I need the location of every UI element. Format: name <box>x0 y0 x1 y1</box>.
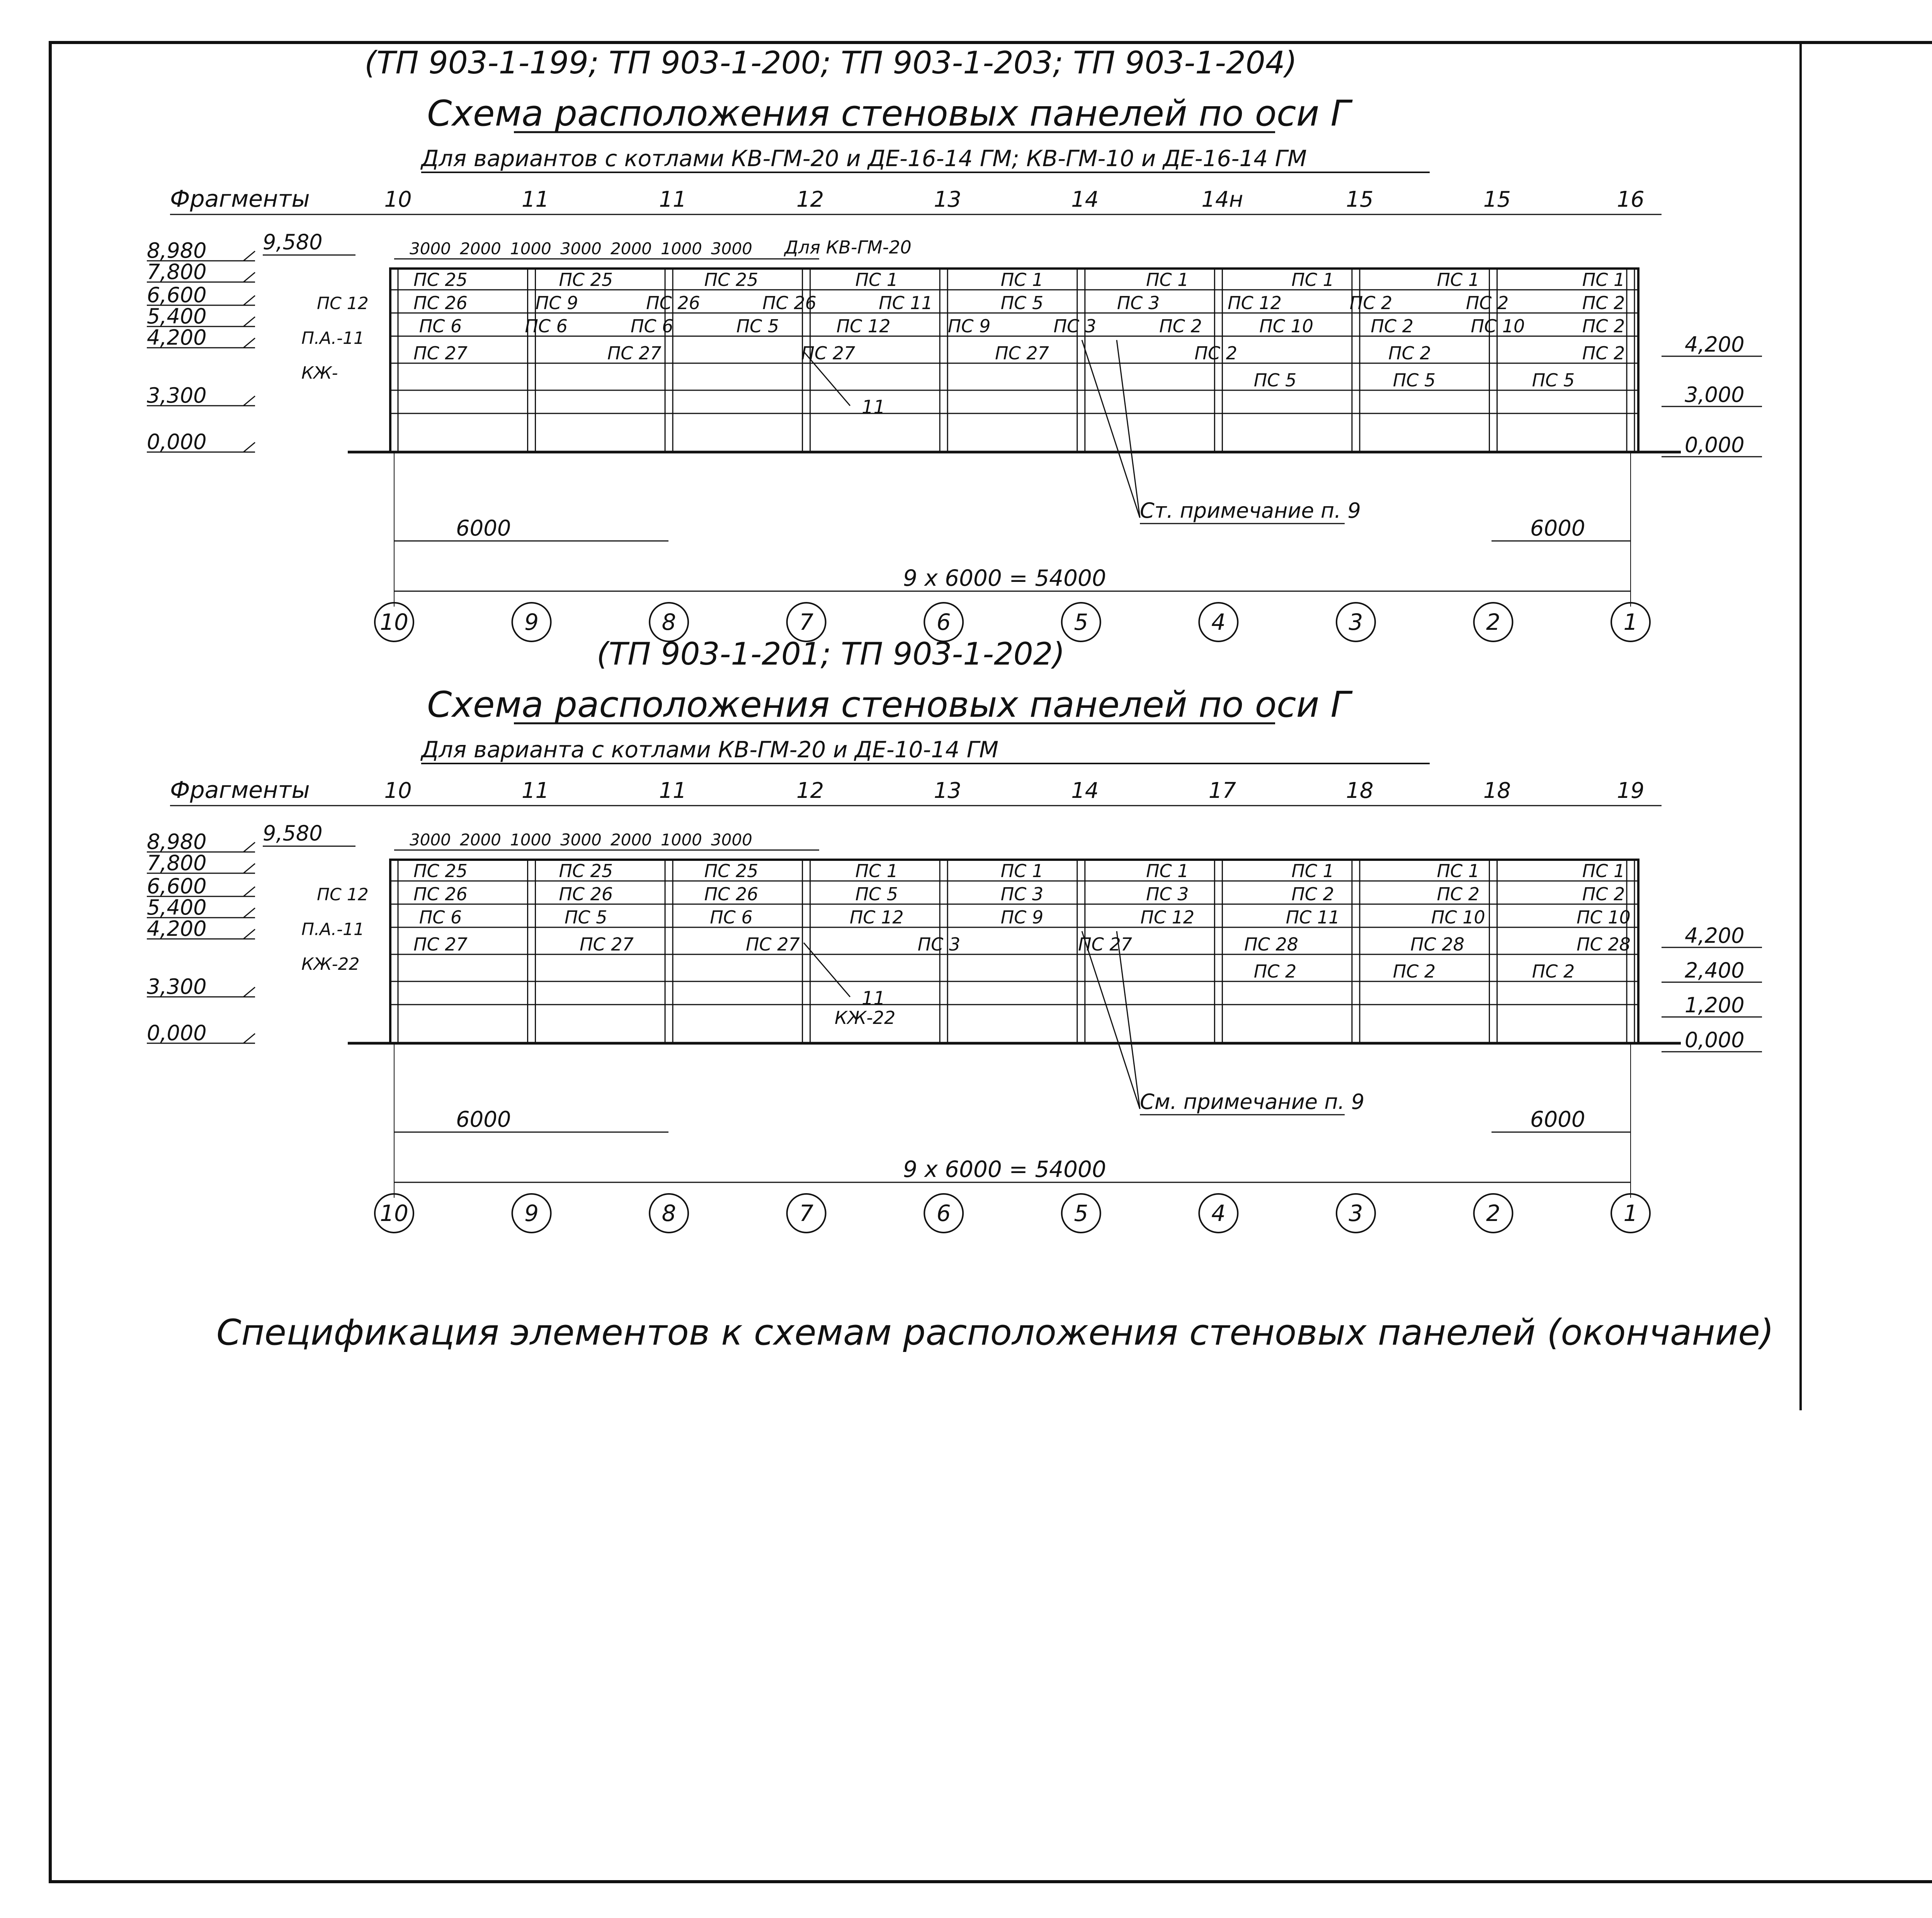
elevation-tick <box>243 338 255 348</box>
axis-label: 6 <box>936 1200 951 1226</box>
elevation-tick <box>243 908 255 918</box>
axis-label: 6 <box>936 609 951 635</box>
axis-label: 7 <box>799 609 814 635</box>
fragment-number: 15 <box>1346 187 1374 212</box>
top-dim-value: 3000 <box>560 239 602 258</box>
column <box>1077 269 1085 452</box>
panel-label-row3: ПС 5 <box>736 316 779 337</box>
panel-label-row3: ПС 10 <box>1577 907 1631 928</box>
axis-label: 9 <box>524 609 539 635</box>
panel-label-row5: ПС 2 <box>1393 961 1436 982</box>
panel-label-row1: ПС 25 <box>413 269 468 290</box>
elevation-tick <box>243 396 255 406</box>
panel-label-row3: ПС 10 <box>1259 316 1314 337</box>
elevation-mark: 8,980 <box>147 830 207 854</box>
panel-label-row4: ПС 28 <box>1410 934 1464 955</box>
axis-label: 1 <box>1623 609 1638 635</box>
elevation-mark: 5,400 <box>147 304 207 328</box>
right-elevation: 2,400 <box>1685 958 1745 983</box>
elevation-mark: 5,400 <box>147 895 207 920</box>
elevation-tick <box>243 929 255 939</box>
panel-label-row5: ПС 5 <box>1253 370 1297 391</box>
fragment-number: 14 <box>1071 187 1099 212</box>
panel-label-row2: ПС 26 <box>704 884 759 905</box>
drawing-2 <box>147 636 1762 1233</box>
panel-label-row3: ПС 10 <box>1471 316 1525 337</box>
panel-label-row3: ПС 3 <box>1053 316 1097 337</box>
top-dim-value: 1000 <box>661 830 702 849</box>
panel-label-row1: ПС 1 <box>855 269 898 290</box>
panel-label-row2: ПС 26 <box>413 884 468 905</box>
column <box>940 269 947 452</box>
panel-label-row2: ПС 2 <box>1466 292 1509 313</box>
panel-label-row3: ПС 6 <box>630 316 673 337</box>
drawing-subtitle: Для варианта с котлами КВ-ГМ-20 и ДЕ-10-14 ГМ <box>421 736 999 763</box>
panel-label-row4: ПС 2 <box>1194 343 1237 364</box>
elevation-tick <box>243 251 255 261</box>
top-dim-value: 1000 <box>661 239 702 258</box>
elevation-mark: 3,300 <box>147 974 207 999</box>
elevation-mark: 3,300 <box>147 383 207 408</box>
elevation-mark: 0,000 <box>147 430 207 454</box>
right-elevation: 1,200 <box>1685 993 1745 1017</box>
top-dim-value: 1000 <box>510 830 551 849</box>
axis-label: 3 <box>1349 609 1363 635</box>
elevation-tick <box>243 1034 255 1043</box>
panel-label-row3: ПС 6 <box>710 907 753 928</box>
fragment-number: 18 <box>1483 778 1511 803</box>
axis-label: 2 <box>1486 609 1500 635</box>
right-elevation: 0,000 <box>1685 433 1745 457</box>
axis-label: 8 <box>662 609 676 635</box>
fragment-number: 15 <box>1483 187 1511 212</box>
panel-label-row2: ПС 3 <box>1117 292 1160 313</box>
note-leader <box>1082 931 1140 1109</box>
axis-label: 4 <box>1211 609 1226 635</box>
right-elevation: 3,000 <box>1685 383 1745 407</box>
panel-label-row2: ПС 5 <box>1000 292 1044 313</box>
note-reference: Ст. примечание п. 9 <box>1140 498 1361 523</box>
column <box>528 860 536 1043</box>
panel-label-row2: ПС 2 <box>1291 884 1334 905</box>
fragment-number: 14н <box>1201 187 1243 212</box>
fragment-number: 12 <box>796 778 824 803</box>
panel-label-row1: ПС 1 <box>1437 269 1480 290</box>
dim-total: 9 х 6000 = 54000 <box>903 565 1106 591</box>
fragment-number: 19 <box>1617 778 1645 803</box>
panel-label-row3: ПС 6 <box>525 316 568 337</box>
top-dim-value: 1000 <box>510 239 551 258</box>
elevation-mark: 7,800 <box>147 851 207 875</box>
elevation-tick <box>243 296 255 305</box>
fragment-number: 13 <box>934 778 961 803</box>
panel-label-row3: ПС 2 <box>1159 316 1202 337</box>
drawing-subtitle: Для вариантов с котлами КВ-ГМ-20 и ДЕ-16-14 ГМ; КВ-ГМ-10 и ДЕ-16-14 ГМ <box>421 145 1307 172</box>
fragments-label: Фрагменты <box>170 185 310 213</box>
column <box>1214 860 1222 1043</box>
elevation-mark: 4,200 <box>147 325 207 350</box>
fragments-label: Фрагменты <box>170 777 310 804</box>
elevation-tick <box>243 887 255 896</box>
top-level-mark: 9,580 <box>263 230 323 254</box>
panel-label-row1: ПС 1 <box>1437 860 1480 881</box>
left-mark: П.А.-11 <box>301 920 365 939</box>
elevation-mark: 0,000 <box>147 1021 207 1045</box>
panel-label-row2: ПС 2 <box>1582 884 1625 905</box>
note-leader <box>1117 340 1140 518</box>
elevation-mark: 6,600 <box>147 874 207 898</box>
column <box>1489 860 1497 1043</box>
panel-label-row1: ПС 1 <box>1291 860 1334 881</box>
column <box>803 860 810 1043</box>
panel-label-row2: ПС 5 <box>855 884 898 905</box>
panel-label-row2: ПС 26 <box>762 292 816 313</box>
series-title: (ТП 903-1-199; ТП 903-1-200; ТП 903-1-203; ТП 903-1-204) <box>364 45 1297 81</box>
panel-label-row1: ПС 1 <box>1000 860 1044 881</box>
elevation-tick <box>243 842 255 852</box>
panel-label-row1: ПС 1 <box>1582 860 1625 881</box>
top-dim-value: 3000 <box>410 830 451 849</box>
top-dim-value: 3000 <box>711 830 752 849</box>
kv-note: Для КВ-ГМ-20 <box>784 237 912 258</box>
left-mark: ПС 12 <box>317 294 369 313</box>
top-dim-value: 2000 <box>611 830 652 849</box>
note-leader <box>1117 931 1140 1109</box>
top-dim-value: 3000 <box>711 239 752 258</box>
left-mark: ПС 12 <box>317 885 369 905</box>
panel-label-row2: ПС 2 <box>1349 292 1393 313</box>
top-dim-value: 3000 <box>560 830 602 849</box>
fragment-number: 18 <box>1346 778 1374 803</box>
elevation-tick <box>243 317 255 326</box>
elevation-tick <box>243 987 255 997</box>
panel-label-row1: ПС 25 <box>559 269 613 290</box>
panel-label-row4: ПС 27 <box>1078 934 1132 955</box>
panel-label-row4: ПС 27 <box>995 343 1049 364</box>
elevation-tick <box>243 272 255 282</box>
panel-label-row3: ПС 2 <box>1371 316 1414 337</box>
left-mark: КЖ- <box>301 363 338 383</box>
left-mark: П.А.-11 <box>301 328 365 348</box>
fragment-number: 13 <box>934 187 961 212</box>
axis-label: 10 <box>380 609 408 635</box>
leader-label: 11 <box>862 988 886 1009</box>
panel-label-row5: ПС 2 <box>1253 961 1297 982</box>
leader-label: 11 <box>862 396 886 418</box>
leader-kzh: КЖ-22 <box>835 1007 896 1028</box>
panel-label-row4: ПС 27 <box>580 934 634 955</box>
fragment-number: 11 <box>659 187 687 212</box>
panel-label-row2: ПС 9 <box>535 292 578 313</box>
panel-label-row2: ПС 12 <box>1228 292 1282 313</box>
panel-label-row1: ПС 25 <box>704 860 759 881</box>
panel-label-row4: ПС 27 <box>413 934 468 955</box>
column <box>665 860 673 1043</box>
column <box>528 269 536 452</box>
axis-label: 5 <box>1074 609 1088 635</box>
top-dim-value: 3000 <box>410 239 451 258</box>
panel-label-row3: ПС 6 <box>419 316 462 337</box>
panel-label-row3: ПС 9 <box>947 316 991 337</box>
right-elevation: 4,200 <box>1685 923 1745 948</box>
panel-label-row3: ПС 12 <box>836 316 891 337</box>
panel-label-row4: ПС 27 <box>801 343 855 364</box>
panel-label-row2: ПС 2 <box>1582 292 1625 313</box>
panel-label-row1: ПС 25 <box>704 269 759 290</box>
panel-label-row2: ПС 11 <box>879 292 933 313</box>
column <box>1627 269 1634 452</box>
panel-label-row1: ПС 1 <box>855 860 898 881</box>
elevation-mark: 8,980 <box>147 238 207 263</box>
fragment-number: 14 <box>1071 778 1099 803</box>
drawing-1 <box>147 45 1762 641</box>
note-leader <box>1082 340 1140 518</box>
top-dim-value: 2000 <box>460 239 501 258</box>
panel-label-row4: ПС 27 <box>746 934 800 955</box>
fragment-number: 10 <box>384 778 412 803</box>
panel-label-row5: ПС 5 <box>1393 370 1436 391</box>
column <box>1352 860 1360 1043</box>
panel-label-row4: ПС 2 <box>1582 343 1625 364</box>
panel-label-row5: ПС 5 <box>1532 370 1575 391</box>
top-level-mark: 9,580 <box>263 821 323 845</box>
elevation-tick <box>243 864 255 873</box>
elevation-tick <box>243 442 255 452</box>
left-mark: КЖ-22 <box>301 954 360 974</box>
elevation-mark: 7,800 <box>147 260 207 284</box>
panel-label-row3: ПС 10 <box>1431 907 1485 928</box>
panel-label-row1: ПС 25 <box>413 860 468 881</box>
right-elevation: 0,000 <box>1685 1028 1745 1052</box>
drawing-title: Схема расположения стеновых панелей по оси Г <box>427 684 1350 725</box>
axis-label: 2 <box>1486 1200 1500 1226</box>
panel-label-row2: ПС 26 <box>413 292 468 313</box>
panel-label-row1: ПС 25 <box>559 860 613 881</box>
dim-left: 6000 <box>456 1107 511 1132</box>
axis-label: 10 <box>380 1200 408 1226</box>
dim-left: 6000 <box>456 516 511 541</box>
panel-label-row3: ПС 2 <box>1582 316 1625 337</box>
panel-label-row1: ПС 1 <box>1582 269 1625 290</box>
dim-right: 6000 <box>1530 516 1585 541</box>
panel-label-row3: ПС 12 <box>1140 907 1195 928</box>
panel-label-row1: ПС 1 <box>1146 269 1189 290</box>
panel-label-row3: ПС 5 <box>564 907 607 928</box>
panel-label-row4: ПС 27 <box>413 343 468 364</box>
panel-label-row3: ПС 12 <box>849 907 904 928</box>
axis-label: 8 <box>662 1200 676 1226</box>
panel-label-row3: ПС 9 <box>1000 907 1044 928</box>
fragment-number: 17 <box>1208 778 1236 803</box>
panel-label-row2: ПС 3 <box>1146 884 1189 905</box>
drawing-title: Схема расположения стеновых панелей по оси Г <box>427 93 1350 134</box>
fragment-number: 10 <box>384 187 412 212</box>
elevation-mark: 6,600 <box>147 283 207 307</box>
right-elevation: 4,200 <box>1685 332 1745 357</box>
panel-label-row2: ПС 2 <box>1437 884 1480 905</box>
panel-label-row4: ПС 28 <box>1244 934 1298 955</box>
panel-label-row1: ПС 1 <box>1000 269 1044 290</box>
fragment-number: 11 <box>521 187 549 212</box>
axis-label: 1 <box>1623 1200 1638 1226</box>
elevation-mark: 4,200 <box>147 916 207 941</box>
dim-total: 9 х 6000 = 54000 <box>903 1156 1106 1182</box>
series-title: (ТП 903-1-201; ТП 903-1-202) <box>597 636 1065 672</box>
panel-label-row1: ПС 1 <box>1291 269 1334 290</box>
top-dim-value: 2000 <box>611 239 652 258</box>
axis-label: 3 <box>1349 1200 1363 1226</box>
spec-bottom-title: Спецификация элементов к схемам расположения стеновых панелей (окончание) <box>216 1312 1774 1353</box>
panel-label-row2: ПС 26 <box>646 292 700 313</box>
panel-label-row4: ПС 28 <box>1577 934 1631 955</box>
axis-label: 5 <box>1074 1200 1088 1226</box>
axis-label: 9 <box>524 1200 539 1226</box>
panel-label-row5: ПС 2 <box>1532 961 1575 982</box>
fragment-number: 11 <box>659 778 687 803</box>
spec-bottom <box>216 1312 1774 1353</box>
panel-label-row4: ПС 2 <box>1388 343 1431 364</box>
panel-label-row2: ПС 3 <box>1000 884 1044 905</box>
panel-label-row4: ПС 3 <box>917 934 961 955</box>
top-dim-value: 2000 <box>460 830 501 849</box>
fragment-number: 11 <box>521 778 549 803</box>
axis-label: 7 <box>799 1200 814 1226</box>
dim-right: 6000 <box>1530 1107 1585 1132</box>
panel-label-row3: ПС 6 <box>419 907 462 928</box>
panel-label-row4: ПС 27 <box>607 343 662 364</box>
panel-label-row2: ПС 26 <box>559 884 613 905</box>
axis-label: 4 <box>1211 1200 1226 1226</box>
panel-label-row3: ПС 11 <box>1286 907 1340 928</box>
fragment-number: 16 <box>1617 187 1645 212</box>
note-reference: См. примечание п. 9 <box>1140 1090 1365 1114</box>
fragment-number: 12 <box>796 187 824 212</box>
panel-label-row1: ПС 1 <box>1146 860 1189 881</box>
